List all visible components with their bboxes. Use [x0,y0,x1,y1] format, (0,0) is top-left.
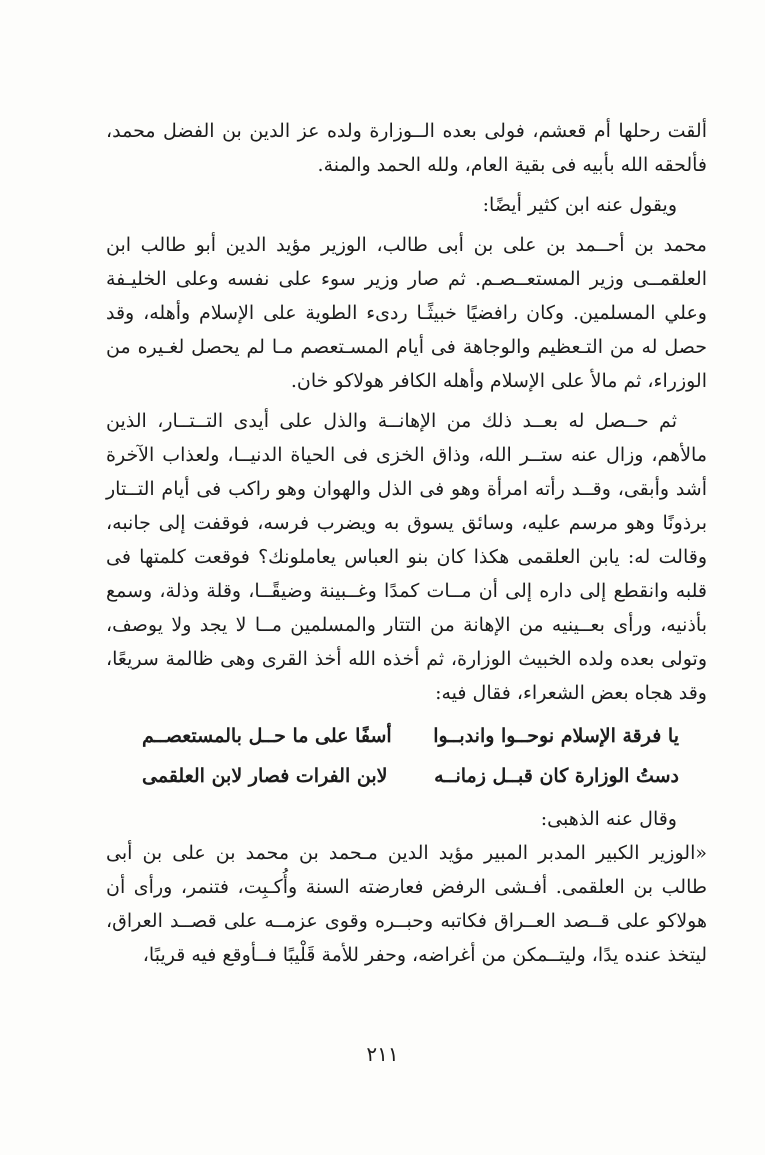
paragraph-opening: ألقت رحلها أم قعشم، فولى بعده الــوزارة ولده عز الدين بن الفضل محمد، فألحقه الله بأبيه فى بقية العام، ولله الحمد والمنة. [106,120,707,176]
poem-hemistich-second: لابن الفرات فصار لابن العلقمى [142,765,388,787]
poem-hemistich-first: يا فرقة الإسلام نوحــوا واندبــوا [433,725,679,747]
page-body [106,114,707,978]
poem-hemistich-second: أسفًا على ما حــل بالمستعصــم [142,725,392,747]
paragraph-humiliation: ثم حــصل له بعــد ذلك من الإهانــة والذل على أيدى التــتــار، الذين مالأهم، وزال عنه ستــر الله، وذاق الخزى فى الحياة الدنيــا، ولعذاب الآخرة أشد وأبقى، وقــد رأته امرأة وهو فى الذل والهوان وهو راكب فى أيام التــتار برذونًا وهو مرسم عليه، وسائق يسوق به ويضرب فرسه، فوقفت إلى جانبه، وقالت له: يابن العلقمى هكذا كان بنو العباس يعاملونك؟ فوقعت كلمتها فى قلبه وانقطع إلى داره إلى أن مــات كمدًا وغــبينة وضيقًــا، وقلة وذلة، وسمع بأذنيه، ورأى بعــينيه من الإهانة من التتار والمسلمين مــا لا يجد ولا يوصف، وتولى بعده ولده الخبيث الوزارة، ثم أخذه الله أخذ القرى وهى ظالمة سريعًا، وقد هجاه بعض الشعراء، فقال فيه: [106,410,707,704]
paragraph-biography: محمد بن أحــمد بن على بن أبى طالب، الوزير مؤيد الدين أبو طالب ابن العلقمــى وزير المستعــصـم. ثم صار وزير سوء على نفسه وعلى الخليـفة وعلي المسلمين. وكان رافضيًا خبيثًـا ردىء الطوية على الإسلام وأهله، وقد حصل له من التـعظيم والوجاهة فى أيام المسـتعصم مـا لم يحصل لغـيره من الوزراء، ثم مالأ على الإسلام وأهله الكافر هولاكو خان. [106,234,707,392]
page-number: ٢١١ [366,1042,399,1066]
poem-hemistich-first: دستُ الوزارة كان قبــل زمانــه [434,765,679,787]
paragraph-ibn-kathir-intro: ويقول عنه ابن كثير أيضًا: [482,194,677,216]
poem-verse [106,716,707,756]
paragraph-dhahabi-quote: «الوزير الكبير المدبر المبير مؤيد الدين مـحمد بن محمد بن على بن أبى طالب بن العلقمى. أفـشى الرفض فعارضته السنة وأُكـبِت، فتنمر، ورأى أن هولاكو على قــصد العــراق فكاتبه وحبــره وقوى عزمــه على قصــد العراق، ليتخذ عنده يدًا، وليتــمكن من أغراضه، وحفر للأمة قَلْيبًا فــأوقع فيه قريبًا، [106,842,707,966]
poem [106,716,707,796]
paragraph-dhahabi-intro: وقال عنه الذهبى: [540,808,677,830]
poem-verse [106,756,707,796]
